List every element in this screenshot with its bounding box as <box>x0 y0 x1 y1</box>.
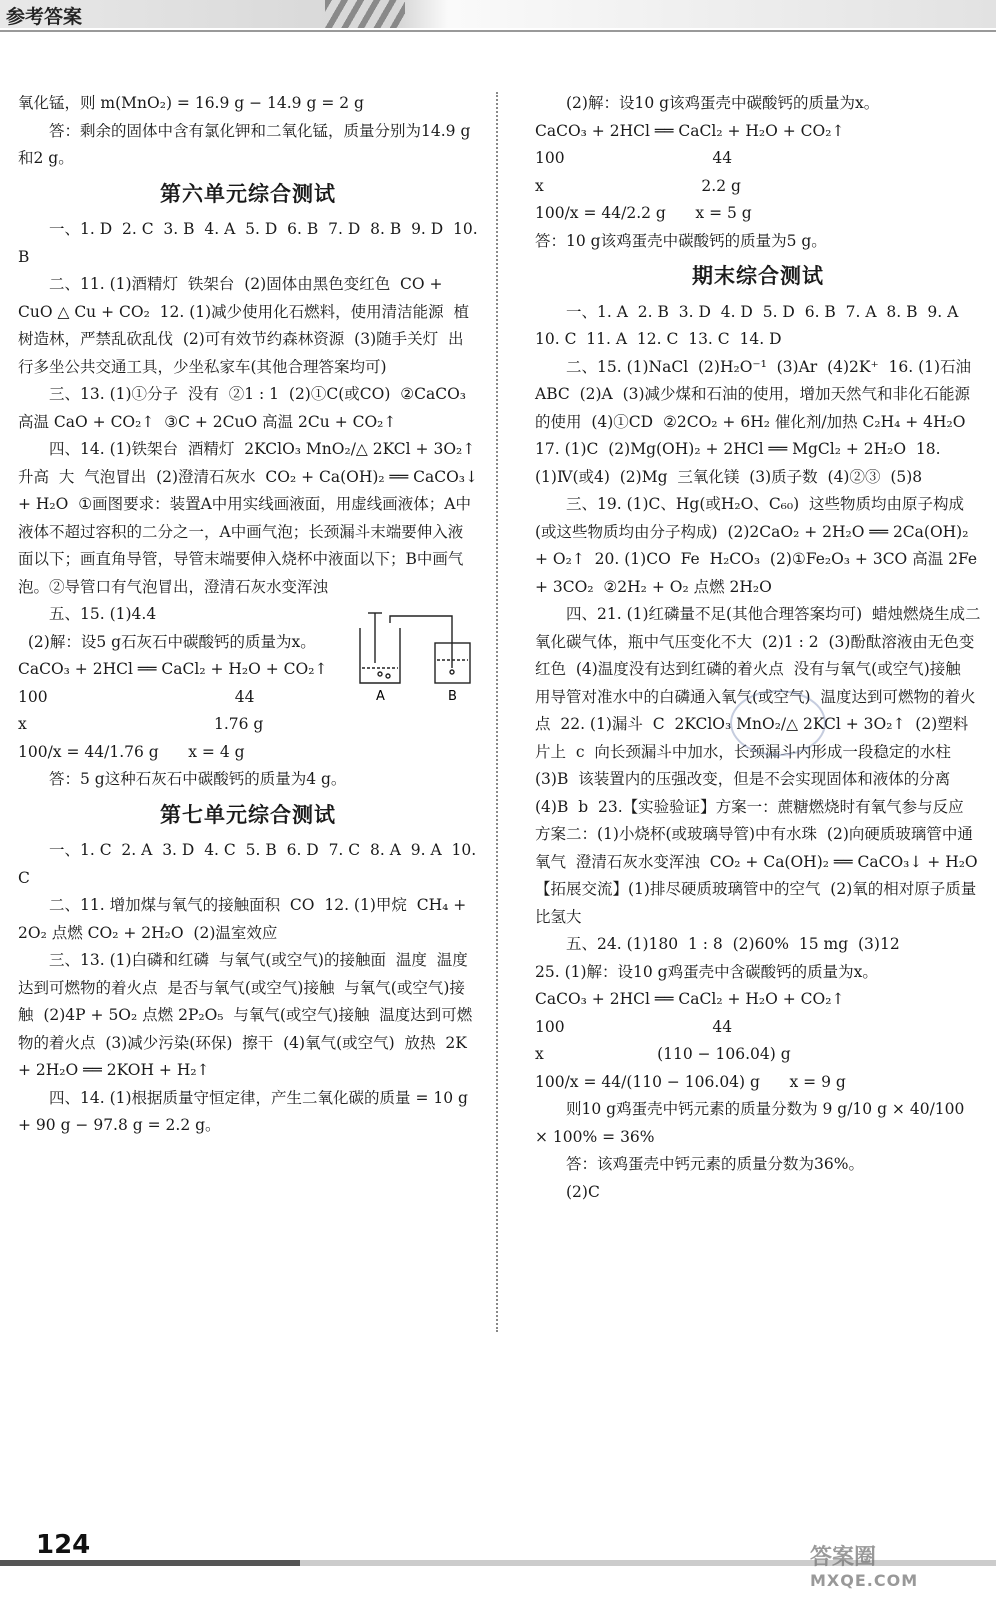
answer-paragraph: 三、13. (1)①分子 没有 ②1 : 1 (2)①C(或CO) ②CaCO₃ 高温 CaO + CO₂↑ ③C + 2CuO 高温 2Cu + CO₂↑ <box>18 385 471 431</box>
answer-paragraph: 答：该鸡蛋壳中钙元素的质量分数为36%。 <box>566 1155 864 1173</box>
watermark-url: MXQE.COM <box>810 1571 919 1590</box>
header-bar <box>0 0 996 28</box>
answer-paragraph: CaCO₃ + 2HCl ══ CaCl₂ + H₂O + CO₂↑ <box>18 660 328 678</box>
answer-paragraph: (2)解：设10 g该鸡蛋壳中碳酸钙的质量为x。 <box>566 94 880 112</box>
answer-paragraph: 100/x = 44/1.76 g x = 4 g <box>18 742 245 761</box>
answer-paragraph: 一、1. D 2. C 3. B 4. A 5. D 6. B 7. D 8. B 9. D 10. B <box>18 220 483 266</box>
answer-paragraph: 二、15. (1)NaCl (2)H₂O⁻¹ (3)Ar (4)2K⁺ 16. (1)石油 ABC (2)A (3)减少煤和石油的使用，增加天然气和非化石能源的使用 (4)①CD ②2CO₂ + 6H₂ 催化剂/加热 C₂H₄ + 4H₂O 17. (1)C (2)Mg(OH)₂ + 2HCl ══ MgCl₂ + 2H₂O 18. (1)Ⅳ(或4) (2)Mg 三氧化镁 (3)质子数 (4)②③ (5)8 <box>535 357 981 486</box>
answer-paragraph: 一、1. C 2. A 3. D 4. C 5. B 6. D 7. C 8. A 9. A 10. C <box>18 841 482 887</box>
page-number: 124 <box>36 1530 91 1560</box>
answer-paragraph: 氧化锰，则 m(MnO₂) = 16.9 g − 14.9 g = 2 g <box>18 94 364 112</box>
figure-label-a: A <box>376 689 385 703</box>
answer-paragraph: 100 44 <box>535 1017 733 1036</box>
answer-paragraph: 五、15. (1)4.4 <box>49 605 157 623</box>
answer-paragraph: 一、1. A 2. B 3. D 4. D 5. D 6. B 7. A 8. B 9. A 10. C 11. A 12. C 13. C 14. D <box>535 302 969 348</box>
section-heading: 期末综合测试 <box>692 264 824 288</box>
answer-paragraph: x (110 − 106.04) g <box>535 1045 791 1063</box>
answer-paragraph: 答：5 g这种石灰石中碳酸钙的质量为4 g。 <box>49 770 347 788</box>
answer-paragraph: (2)C <box>566 1182 600 1201</box>
header-rule <box>0 30 996 32</box>
header-decoration <box>325 0 405 28</box>
answer-paragraph: (2)解：设5 g石灰石中碳酸钙的质量为x。 <box>18 632 316 651</box>
flask-a <box>360 628 400 683</box>
section-heading: 第七单元综合测试 <box>160 802 336 827</box>
answer-paragraph: 则10 g鸡蛋壳中钙元素的质量分数为 9 g/10 g × 40/100 × 100% = 36% <box>535 1100 970 1146</box>
apparatus-figure <box>340 608 480 703</box>
answer-paragraph: 100/x = 44/(110 − 106.04) g x = 9 g <box>535 1072 846 1091</box>
figure-label-b: B <box>448 689 457 703</box>
answer-paragraph: 100 44 <box>18 687 255 706</box>
answer-paragraph: 答：10 g该鸡蛋壳中碳酸钙的质量为5 g。 <box>535 231 827 250</box>
answer-paragraph: 100/x = 44/2.2 g x = 5 g <box>535 204 752 222</box>
column-divider <box>496 92 498 1332</box>
answer-paragraph: CaCO₃ + 2HCl ══ CaCl₂ + H₂O + CO₂↑ <box>535 121 845 140</box>
watermark-logo <box>810 1540 918 1590</box>
section-heading: 第六单元综合测试 <box>160 181 336 206</box>
answer-paragraph: 二、11. (1)酒精灯 铁架台 (2)固体由黑色变红色 CO + CuO △ Cu + CO₂ 12. (1)减少使用化石燃料，使用清洁能源 植树造林，严禁乱砍乱伐 (2)可有效节约森林资源 (3)随手关灯 出行多坐公共交通工具，少坐私家车(其他合理答案均可) <box>18 275 470 376</box>
answer-paragraph: CaCO₃ + 2HCl ══ CaCl₂ + H₂O + CO₂↑ <box>535 990 845 1008</box>
answer-paragraph: x 1.76 g <box>18 715 264 733</box>
answer-paragraph: 四、14. (1)铁架台 酒精灯 2KClO₃ MnO₂/△ 2KCl + 3O₂↑ 升高 大 气泡冒出 (2)澄清石灰水 CO₂ + Ca(OH)₂ ══ CaCO₃↓ + H₂O ①画图要求：装置A中用实线画液面，用虚线画液体；A中液体不超过容积的二分之一，A中画气泡；长颈漏斗末端要伸入液面以下；画直角导管，导管末端要伸入烧杯中液面以下；B中画气泡。②导管口有气泡冒出，澄清石灰水变浑浊 <box>18 440 486 596</box>
answer-paragraph: 五、24. (1)180 1 : 8 (2)60% 15 mg (3)12 <box>566 935 900 953</box>
answer-paragraph: 答：剩余的固体中含有氯化钾和二氧化锰，质量分别为14.9 g和2 g。 <box>18 121 471 167</box>
answer-paragraph: x 2.2 g <box>535 176 741 195</box>
answer-paragraph: 三、19. (1)C、Hg(或H₂O、C₆₀) 这些物质均由原子构成(或这些物质均由分子构成) (2)2CaO₂ + 2H₂O ══ 2Ca(OH)₂ + O₂↑ 20. (1)CO Fe H₂CO₃ (2)①Fe₂O₃ + 3CO 高温 2Fe + 3CO₂ ②2H₂ + O₂ 点燃 2H₂O <box>535 495 982 596</box>
header-title: 参考答案 <box>6 6 83 28</box>
right-column <box>535 90 988 1206</box>
answer-paragraph: 25. (1)解：设10 g鸡蛋壳中含碳酸钙的质量为x。 <box>535 962 878 981</box>
answer-paragraph: 四、21. (1)红磷量不足(其他合理答案均可) 蜡烛燃烧生成二氧化碳气体，瓶中气压变化不大 (2)1 : 2 (3)酚酞溶液由无色变红色 (4)温度没有达到红磷的着火点 没有与氧气(或空气)接触 用导管对准水中的白磷通入氧气(或空气) 温度达到可燃物的着火点 22. (1)漏斗 C 2KClO₃ MnO₂/△ 2KCl + 3O₂↑ (2)塑料片上 c 向长颈漏斗中加水，长颈漏斗内形成一段稳定的水柱 (3)B 该装置内的压强改变，但是不会实现固体和液体的分离 (4)B b 23.【实验验证】方案一：蔗糖燃烧时有氧气参与反应 方案二：(1)小烧杯(或玻璃导管)中有水珠 (2)向硬质玻璃管中通氧气 澄清石灰水变浑浊 CO₂ + Ca(OH)₂ ══ CaCO₃↓ + H₂O 【拓展交流】(1)排尽硬质玻璃管中的空气 (2)氧的相对原子质量比氢大 <box>535 605 988 926</box>
answer-paragraph: 四、14. (1)根据质量守恒定律，产生二氧化碳的质量 = 10 g + 90 g − 97.8 g = 2.2 g。 <box>18 1088 473 1134</box>
answer-paragraph: 三、13. (1)白磷和红磷 与氧气(或空气)的接触面 温度 温度达到可燃物的着火点 是否与氧气(或空气)接触 与氧气(或空气)接触 (2)4P + 5O₂ 点燃 2P₂O₅ 与氧气(或空气)接触 温度达到可燃物的着火点 (3)减少污染(环保) 擦干 (4)氧气(或空气) 放热 2K + 2H₂O ══ 2KOH + H₂↑ <box>18 951 473 1079</box>
answer-paragraph: 100 44 <box>535 149 733 167</box>
answer-paragraph: 二、11. 增加煤与氧气的接触面积 CO 12. (1)甲烷 CH₄ + 2O₂ 点燃 CO₂ + 2H₂O (2)温室效应 <box>18 896 472 942</box>
watermark-logo-text: 答案圈 <box>810 1545 877 1570</box>
stamp-mark <box>730 690 826 756</box>
